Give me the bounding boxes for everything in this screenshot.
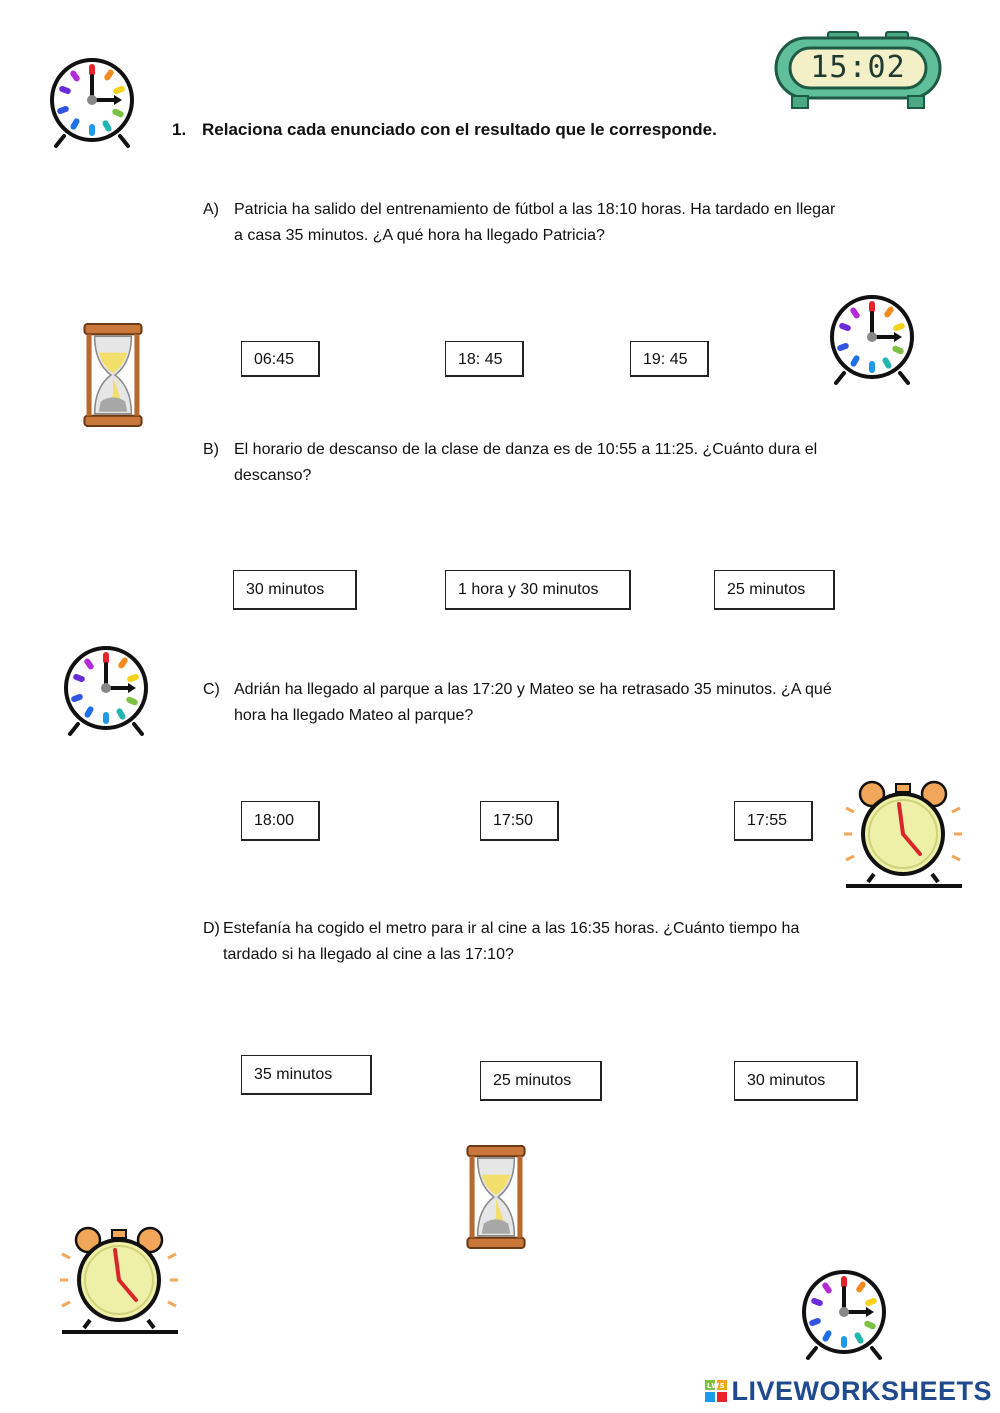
question-text: Estefanía ha cogido el metro para ir al cine a las 16:35 horas. ¿Cuánto tiempo ha tardado si ha llegado al cine a las 17:10?: [223, 920, 800, 963]
question-letter: C): [203, 681, 220, 698]
answer-option[interactable]: 19: 45: [630, 341, 709, 377]
answer-option[interactable]: 30 minutos: [233, 570, 357, 610]
exercise-title-text: Relaciona cada enunciado con el resultado que le corresponde.: [202, 120, 717, 139]
digital-clock-display: 15:02: [810, 50, 906, 85]
answer-option[interactable]: 06:45: [241, 341, 320, 377]
logo-badge-text: LWS: [707, 1382, 726, 1390]
brand-name: LIVEWORKSHEETS: [731, 1376, 992, 1406]
answer-option[interactable]: 35 minutos: [241, 1055, 372, 1095]
question-d: [203, 916, 843, 968]
rainbow-clock-icon: [824, 287, 924, 391]
question-letter: D): [203, 920, 220, 937]
question-text: Patricia ha salido del entrenamiento de fútbol a las 18:10 horas. Ha tardado en llegar a casa 35 minutos. ¿A qué hora ha llegado Patricia?: [234, 201, 836, 244]
question-letter: B): [203, 441, 219, 458]
answer-option[interactable]: 17:50: [480, 801, 559, 841]
answer-option[interactable]: 18:00: [241, 801, 320, 841]
question-c: [203, 677, 843, 729]
answer-option[interactable]: 25 minutos: [480, 1061, 602, 1101]
rainbow-clock-icon: [44, 52, 144, 152]
alarm-clock-icon: [60, 1218, 180, 1338]
question-b: [203, 437, 843, 489]
digital-clock-icon: [774, 30, 942, 112]
question-letter: A): [203, 201, 219, 218]
answer-option[interactable]: 30 minutos: [734, 1061, 858, 1101]
answer-option[interactable]: 1 hora y 30 minutos: [445, 570, 631, 610]
alarm-clock-icon: [844, 772, 964, 892]
question-a: [203, 197, 843, 249]
exercise-title: [172, 120, 717, 140]
rainbow-clock-icon: [58, 638, 158, 742]
hourglass-icon: [465, 1144, 527, 1250]
question-text: Adrián ha llegado al parque a las 17:20 y Mateo se ha retrasado 35 minutos. ¿A qué hora ha llegado Mateo al parque?: [234, 681, 832, 724]
liveworksheets-watermark: [705, 1376, 992, 1407]
question-text: El horario de descanso de la clase de danza es de 10:55 a 11:25. ¿Cuánto dura el descanso?: [234, 441, 818, 484]
exercise-number: 1.: [172, 120, 187, 139]
answer-option[interactable]: 18: 45: [445, 341, 524, 377]
rainbow-clock-icon: [796, 1262, 896, 1366]
hourglass-icon: [82, 322, 144, 428]
liveworksheets-logo-icon: [705, 1378, 727, 1400]
answer-option[interactable]: 17:55: [734, 801, 813, 841]
answer-option[interactable]: 25 minutos: [714, 570, 835, 610]
